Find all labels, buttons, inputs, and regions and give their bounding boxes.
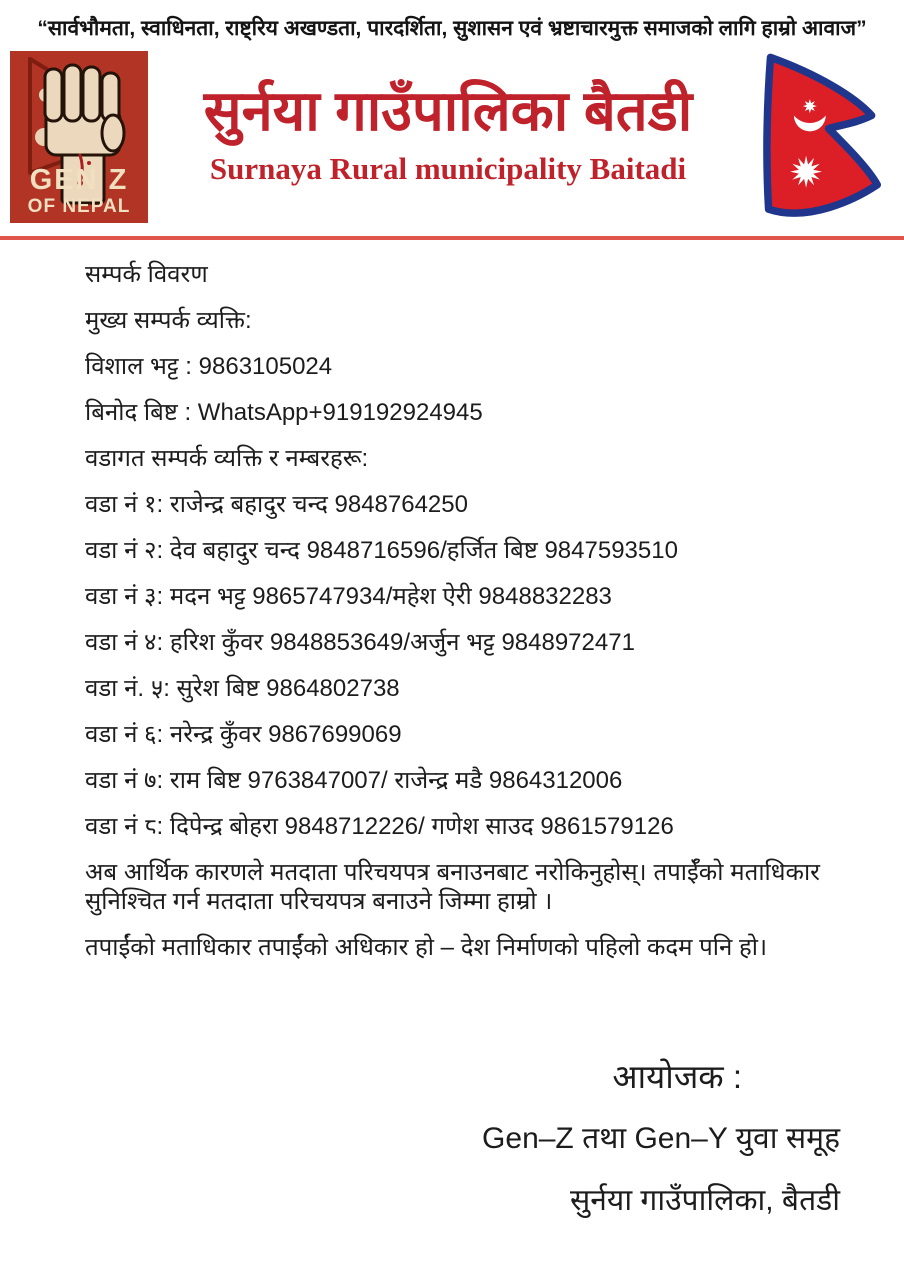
title-nepali: सुर्नया गाउँपालिका बैतडी bbox=[203, 79, 693, 142]
organizer-group: Gen–Z तथा Gen–Y युवा समूह bbox=[482, 1122, 840, 1155]
nepal-flag bbox=[748, 48, 896, 226]
message-paragraph-1: अब आर्थिक कारणले मतदाता परिचयपत्र बनाउनबाट नरोकिनुहोस्। तपाईँको मताधिकार सुनिश्चित गर्न मतदाता परिचयपत्र बनाउने जिम्मा हाम्रो । bbox=[85, 859, 820, 915]
organizer-label: आयोजक : bbox=[612, 1058, 742, 1095]
contact-section bbox=[0, 240, 904, 962]
ward-contact-2: वडा नं २: देव बहादुर चन्द 9848716596/हर्जित बिष्ट 9847593510 bbox=[85, 537, 678, 564]
ward-contact-3: वडा नं ३: मदन भट्ट 9865747934/महेश ऐरी 9848832283 bbox=[85, 583, 612, 610]
genz-logo bbox=[10, 51, 148, 223]
main-contact-2: बिनोद बिष्ट : WhatsApp+919192924945 bbox=[85, 399, 483, 426]
main-contact-1: विशाल भट्ट : 9863105024 bbox=[85, 353, 333, 380]
logo-line1: GEN Z bbox=[29, 164, 129, 196]
logo-line2: OF NEPAL bbox=[27, 196, 131, 217]
title-english: Surnaya Rural municipality Baitadi bbox=[209, 151, 687, 186]
nepal-flag-icon bbox=[748, 48, 896, 226]
main-contact-label: मुख्य सम्पर्क व्यक्ति: bbox=[85, 307, 252, 334]
ward-contact-1: वडा नं १: राजेन्द्र बहादुर चन्द 9848764250 bbox=[85, 491, 468, 518]
organizer-place: सुर्नया गाउँपालिका, बैतडी bbox=[570, 1184, 840, 1217]
ward-contact-4: वडा नं ४: हरिश कुँवर 9848853649/अर्जुन भट्ट 9848972471 bbox=[85, 629, 635, 656]
ward-contact-8: वडा नं ८: दिपेन्द्र बोहरा 9848712226/ गणेश साउद 9861579126 bbox=[85, 813, 674, 840]
contact-heading: सम्पर्क विवरण bbox=[85, 261, 208, 288]
ward-heading: वडागत सम्पर्क व्यक्ति र नम्बरहरू: bbox=[85, 445, 369, 472]
header bbox=[0, 42, 904, 226]
ward-contact-7: वडा नं ७: राम बिष्ट 9763847007/ राजेन्द्र मडै 9864312006 bbox=[85, 767, 623, 794]
message-paragraph-2: तपाईंको मताधिकार तपाईंको अधिकार हो – देश निर्माणको पहिलो कदम पनि हो। bbox=[85, 934, 768, 961]
organizer-section bbox=[0, 1058, 904, 1219]
ward-contact-6: वडा नं ६: नरेन्द्र कुँवर 9867699069 bbox=[85, 721, 402, 748]
top-quote: “सार्वभौमता, स्वाधिनता, राष्ट्रिय अखण्डता, पारदर्शिता, सुशासन एवं भ्रष्टाचारमुक्त समाजको लागि हाम्रो आवाज” bbox=[37, 17, 867, 40]
municipality-titles bbox=[148, 80, 748, 194]
raised-fist-icon bbox=[10, 51, 148, 223]
ward-contact-5: वडा नं. ५: सुरेश बिष्ट 9864802738 bbox=[85, 675, 400, 702]
